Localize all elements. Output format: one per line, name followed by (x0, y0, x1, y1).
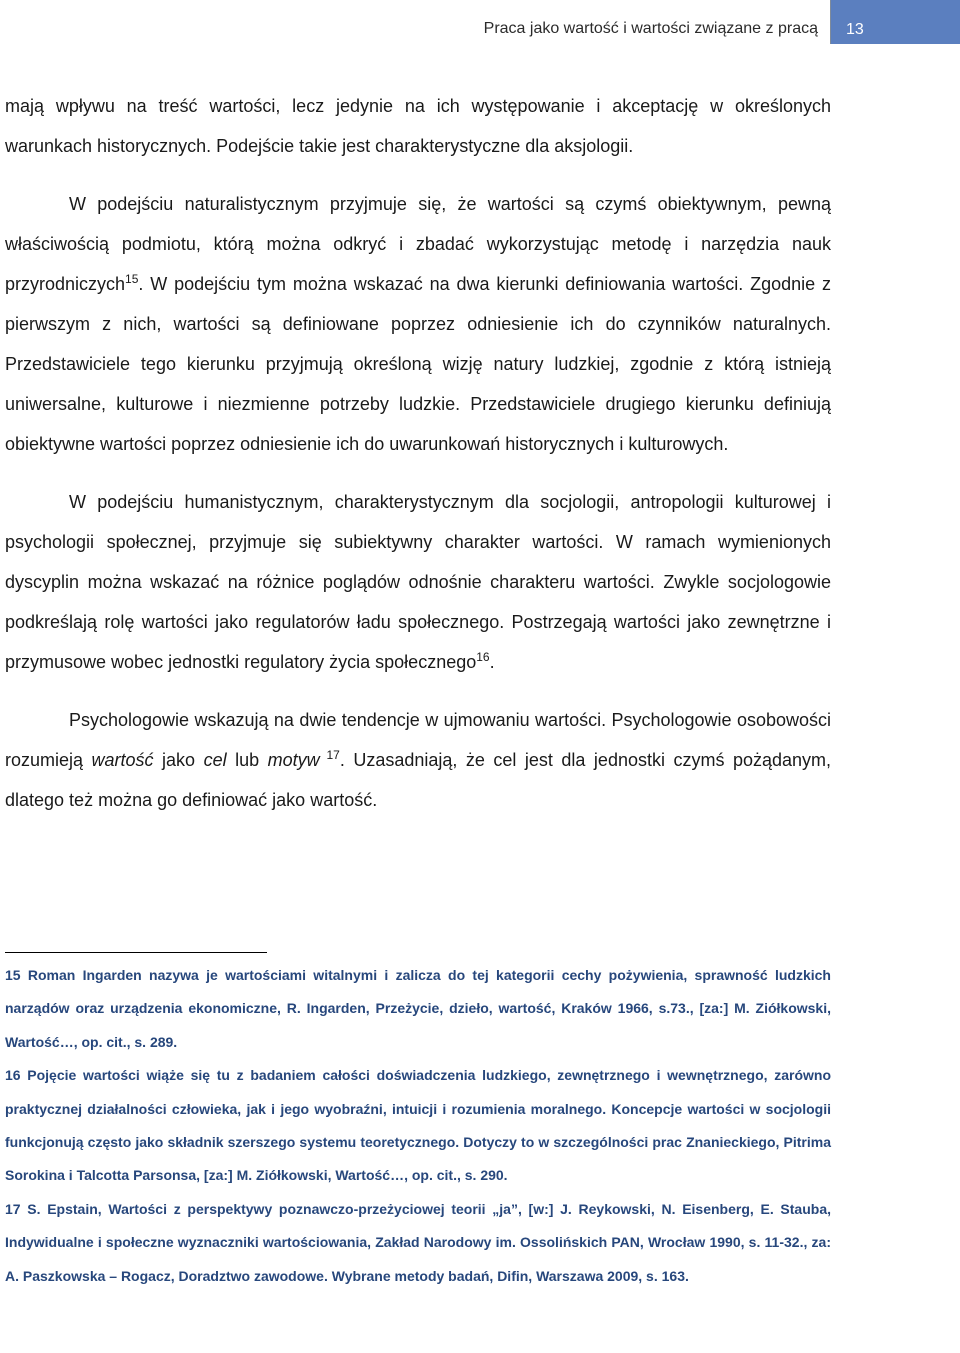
paragraph-humanistic (5, 482, 831, 682)
footnote-ref-15[interactable]: 15 (125, 272, 139, 286)
footnote-ref-16[interactable]: 16 (476, 650, 490, 664)
footnote-17: 17 S. Epstain, Wartości z perspektywy poznawczo-przeżyciowej teorii „ja”, [w:] J. Reykowski, N. Eisenberg, E. Stauba, Indywidualne i społeczne wyznaczniki wartościowania, Zakład Narodowy im. Ossolińskich PAN, Wrocław 1990, s. 11-32., za: A. Paszkowska – Rogacz, Doradztwo zawodowe. Wybrane metody badań, Difin, Warszawa 2009, s. 163. (5, 1200, 831, 1284)
footnotes (5, 959, 831, 1293)
page-number: 13 (846, 21, 864, 38)
paragraph-continued (5, 86, 831, 166)
footnote-16: 16 Pojęcie wartości wiąże się tu z badaniem całości doświadczenia ludzkiego, zewnętrznego i wewnętrznego, zarówno praktycznej działalności człowieka, jak i jego wyobraźni, intuicji i rozumienia moralnego. Koncepcje wartości w socjologii funkcjonują często jako składnik szerszego systemu teoretycznego. Dotyczy to w szczególności prac Znanieckiego, Pitrima Sorokina i Talcotta Parsonsa, [za:] M. Ziółkowski, Wartość…, op. cit., s. 290. (5, 1067, 831, 1184)
page-header (0, 0, 960, 44)
paragraph-2-text-b: . W podejściu tym można wskazać na dwa kierunki definiowania wartości. Zgodnie z pierwszym z nich, wartości są definiowane poprzez odniesienie ich do czynników naturalnych. Przedstawiciele tego kierunku przyjmują określoną wizję natury ludzkiej, zgodnie z którą istnieją uniwersalne, kulturowe i niezmienne potrzeby ludzkie. Przedstawiciele drugiego kierunku definiują obiektywne wartości poprzez odniesienie ich do uwarunkowań historycznych i kulturowych. (5, 274, 831, 454)
emphasis-cel: cel (203, 750, 227, 770)
footnote-15: 15 Roman Ingarden nazywa je wartościami witalnymi i zalicza do tej kategorii cechy pożywienia, sprawność ludzkich narządów oraz urządzenia ekonomiczne, R. Ingarden, Przeżycie, dzieło, wartość, Kraków 1966, s.73., [za:] M. Ziółkowski, Wartość…, op. cit., s. 289. (5, 967, 831, 1050)
paragraph-4-text-c: lub (226, 750, 268, 770)
paragraph-2-text-a: W podejściu naturalistycznym przyjmuje się, że wartości są czymś obiektywnym, pewną właściwością podmiotu, którą można odkryć i zbadać wykorzystując metodę i narzędzia nauk przyrodniczych (5, 194, 831, 294)
footnote-ref-17[interactable]: 17 (319, 748, 340, 762)
paragraph-3-text-a: W podejściu humanistycznym, charakterystycznym dla socjologii, antropologii kulturowej i psychologii społecznej, przyjmuje się subiektywny charakter wartości. W ramach wymienionych dyscyplin można wskazać na różnice poglądów odnośnie charakteru wartości. Zwykle socjologowie podkreślają rolę wartości jako regulatorów ładu społecznego. Postrzegają wartości jako zewnętrzne i przymusowe wobec jednostki regulatory życia społecznego (5, 492, 831, 672)
page-number-box (831, 0, 960, 44)
main-text (5, 86, 831, 820)
emphasis-motyw: motyw (267, 750, 320, 770)
running-header-title: Praca jako wartość i wartości związane z pracą (483, 20, 818, 37)
paragraph-1-text: mają wpływu na treść wartości, lecz jedynie na ich występowanie i akceptację w określonych warunkach historycznych. Podejście takie jest charakterystyczne dla aksjologii. (5, 96, 831, 156)
paragraph-4-text-a: Psychologowie wskazują na dwie tendencje w ujmowaniu wartości. Psychologowie osobowości rozumieją (5, 710, 831, 770)
emphasis-wartosc: wartość (91, 750, 154, 770)
paragraph-4-text-d: . Uzasadniają, że cel jest dla jednostki czymś pożądanym, dlatego też można go definiować jako wartość. (5, 750, 832, 810)
footnote-separator (5, 952, 267, 953)
paragraph-naturalistic (5, 184, 831, 464)
paragraph-3-text-b: . (489, 652, 495, 672)
paragraph-4-text-b: jako (153, 750, 204, 770)
paragraph-psychology (5, 700, 831, 820)
